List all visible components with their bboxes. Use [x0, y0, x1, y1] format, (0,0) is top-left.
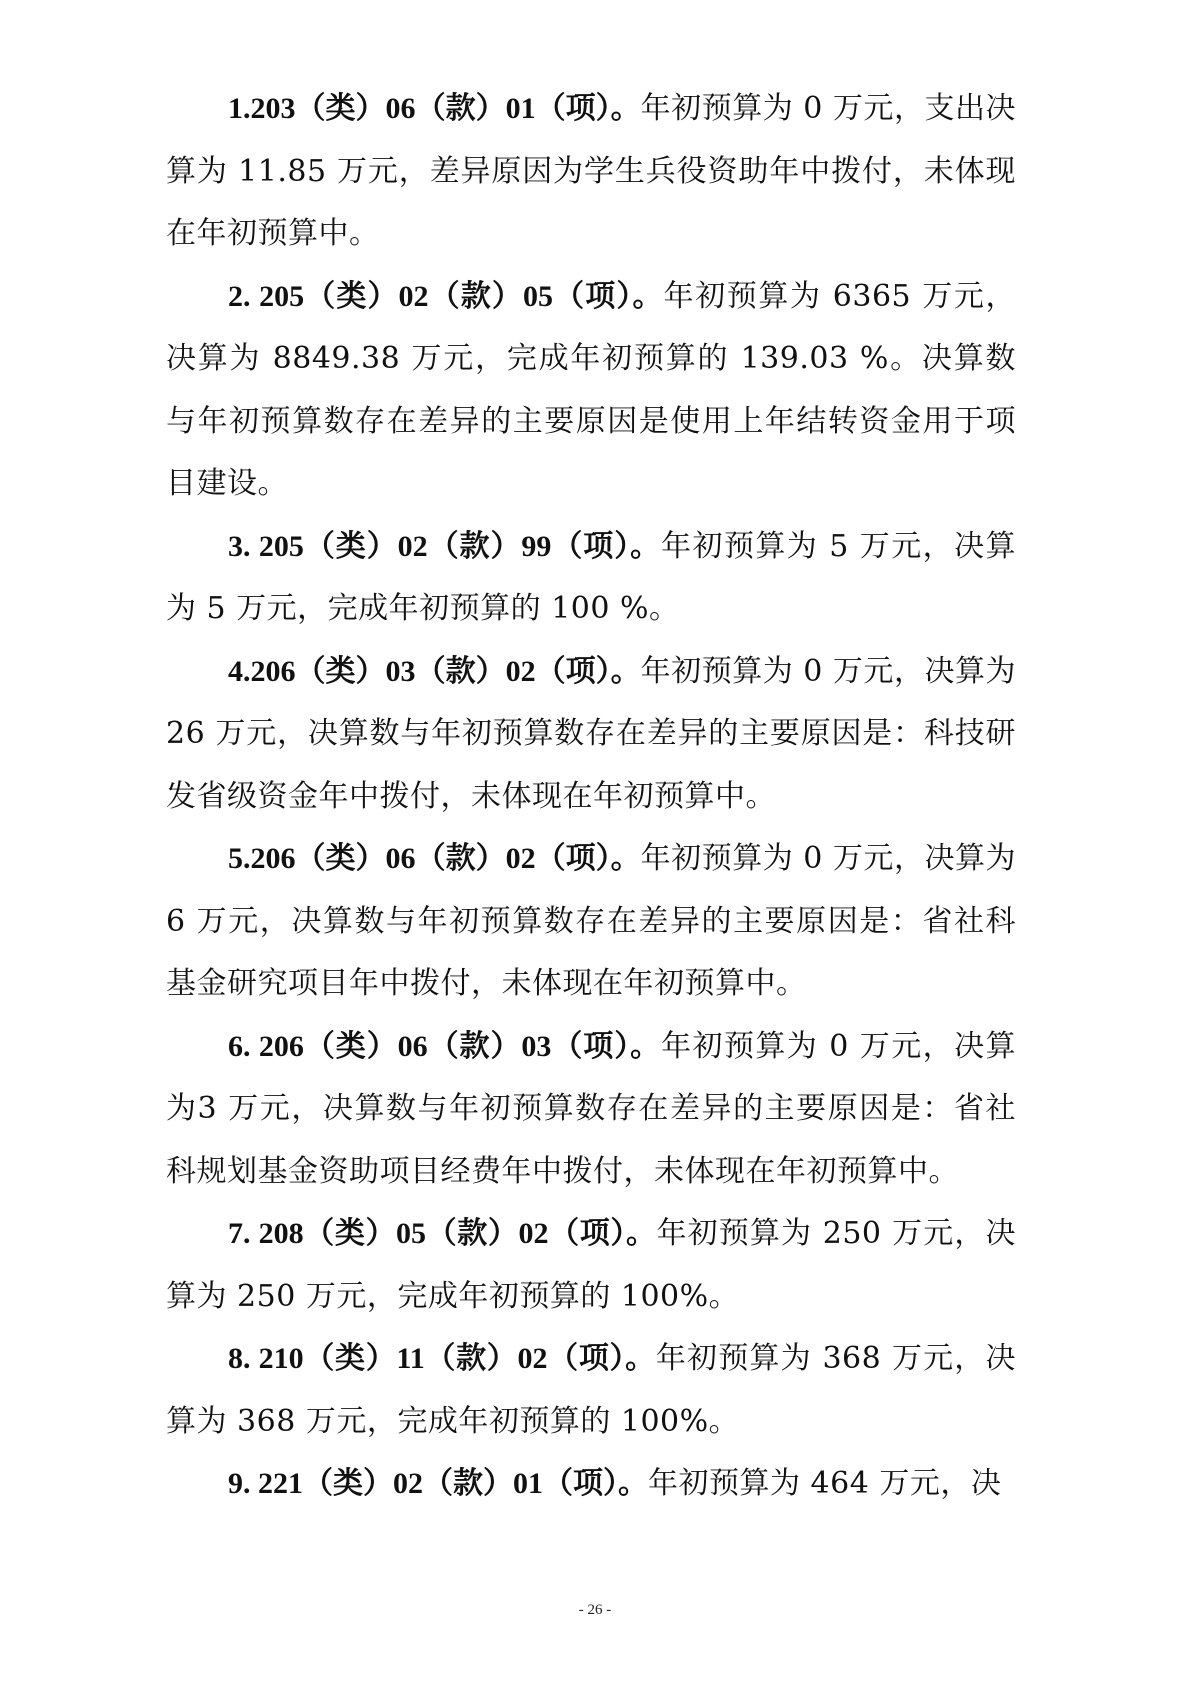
item-text: 年初预算为 464 万元，决 — [648, 1466, 1002, 1501]
item-heading: 4.206（类）03（款）02（项）。 — [228, 654, 641, 688]
item-heading: 2. 205（类）02（款）05（项）。 — [228, 279, 664, 313]
item-text: 年初预算为 0 万元，决算为3 万元，决算数与年初预算数存在差异的主要原因是：省社科规划基金资助项目经费年中拨付，未体现在年初预算中。 — [166, 1028, 1017, 1189]
item-text: 年初预算为 368 万元，决算为 368 万元，完成年初预算的 100%。 — [166, 1341, 1016, 1439]
item-text: 年初预算为 250 万元，决算为 250 万元，完成年初预算的 100%。 — [166, 1216, 1017, 1314]
item-heading: 6. 206（类）06（款）03（项）。 — [228, 1029, 662, 1063]
item-heading: 7. 208（类）05（款）02（项）。 — [228, 1217, 657, 1250]
item-text: 年初预算为 5 万元，决算为 5 万元，完成年初预算的 100 %。 — [166, 528, 1017, 626]
item-text: 年初预算为 0 万元，支出决算为 11.85 万元，差异原因为学生兵役资助年中拨付，未体现在年初预算中。 — [166, 91, 1016, 251]
item-heading: 5.206（类）06（款）02（项）。 — [228, 842, 641, 875]
item-text: 年初预算为 0 万元，决算为6 万元，决算数与年初预算数存在差异的主要原因是：省社科基金研究项目年中拨付，未体现在年初预算中。 — [166, 841, 1016, 1001]
document-body — [166, 78, 1016, 1516]
paragraph-item-4 — [166, 641, 1016, 829]
paragraph-item-2 — [166, 266, 1016, 516]
paragraph-item-9 — [166, 1453, 1016, 1516]
page-number: - 26 - — [578, 1602, 612, 1618]
paragraph-item-6 — [166, 1016, 1016, 1204]
item-heading: 3. 205（类）02（款）99（项）。 — [228, 529, 662, 563]
item-heading: 8. 210（类）11（款）02（项）。 — [228, 1342, 656, 1375]
paragraph-item-3 — [166, 516, 1016, 641]
paragraph-item-5 — [166, 828, 1016, 1016]
item-text: 年初预算为 0 万元，决算为26 万元，决算数与年初预算数存在差异的主要原因是：科技研发省级资金年中拨付，未体现在年初预算中。 — [166, 653, 1016, 814]
item-text: 年初预算为 6365 万元，决算为 8849.38 万元，完成年初预算的 139.03 %。决算数与年初预算数存在差异的主要原因是使用上年结转资金用于项目建设。 — [166, 278, 1017, 501]
item-heading: 9. 221（类）02（款）01（项）。 — [228, 1467, 648, 1500]
paragraph-item-8 — [166, 1328, 1016, 1453]
paragraph-item-7 — [166, 1203, 1016, 1328]
paragraph-item-1 — [166, 78, 1016, 266]
item-heading: 1.203（类）06（款）01（项）。 — [228, 92, 641, 125]
